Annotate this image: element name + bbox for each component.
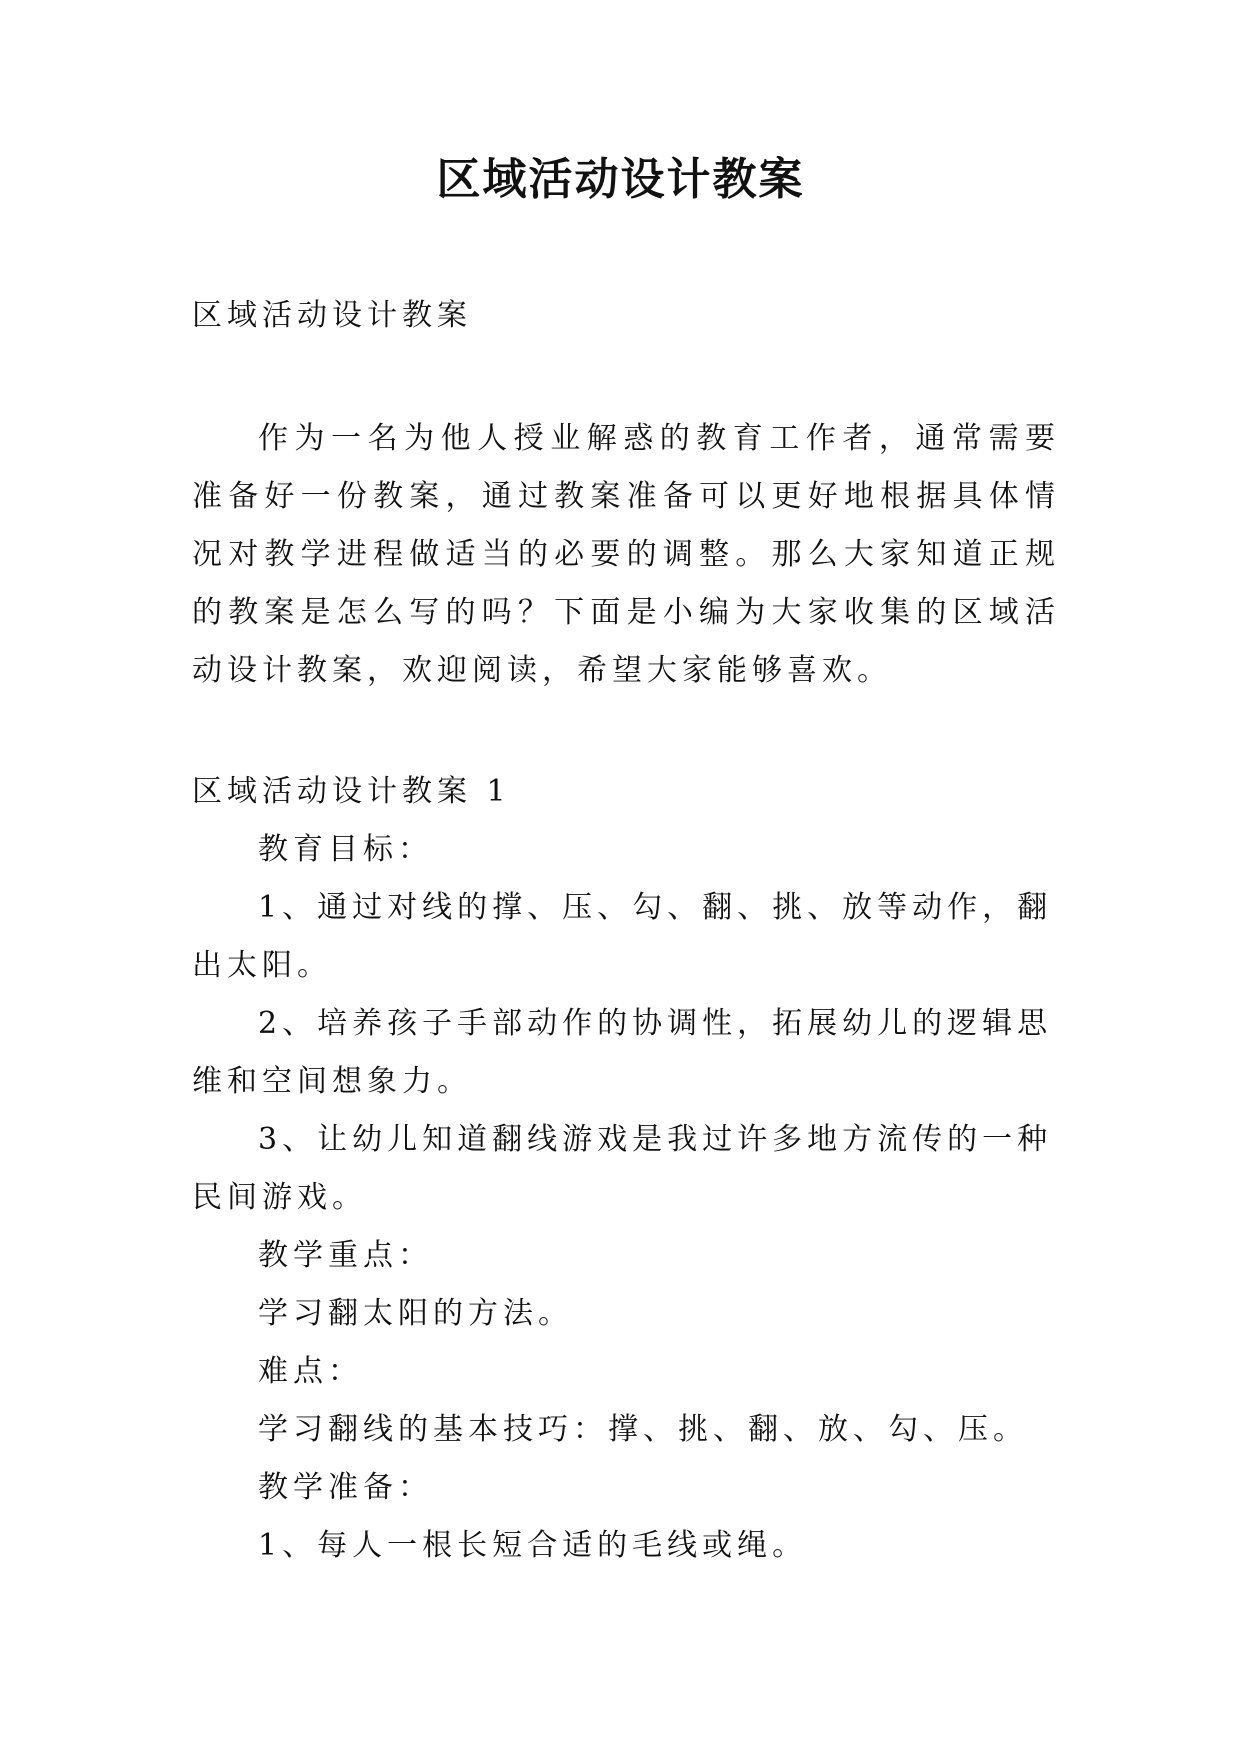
goal-item-2: 2、培养孩子手部动作的协调性，拓展幼儿的逻辑思维和空间想象力。 (192, 1006, 1053, 1099)
difficulty-label: 难点： (258, 1354, 363, 1389)
goal-item-1: 1、通过对线的撑、压、勾、翻、挑、放等动作，翻出太阳。 (192, 890, 1053, 983)
goal-item-3: 3、让幼儿知道翻线游戏是我过许多地方流传的一种民间游戏。 (192, 1122, 1053, 1215)
intro-paragraph: 作为一名为他人授业解惑的教育工作者，通常需要准备好一份教案，通过教案准备可以更好地根据具体情况对教学进程做适当的必要的调整。那么大家知道正规的教案是怎么写的吗？下面是小编为大家收集的区域活动设计教案，欢迎阅读，希望大家能够喜欢。 (192, 421, 1060, 688)
document-subtitle: 区域活动设计教案 (192, 298, 472, 333)
section-heading: 区域活动设计教案 1 (192, 774, 511, 809)
document-title: 区域活动设计教案 (436, 154, 805, 205)
preparation-label: 教学准备： (258, 1470, 433, 1505)
preparation-item-1: 1、每人一根长短合适的毛线或绳。 (258, 1528, 808, 1563)
key-points-label: 教学重点： (258, 1238, 433, 1273)
key-points-text: 学习翻太阳的方法。 (258, 1296, 573, 1331)
section-1 (192, 763, 1060, 1575)
difficulty-text: 学习翻线的基本技巧：撑、挑、翻、放、勾、压。 (258, 1412, 1028, 1447)
goals-label: 教育目标： (258, 832, 433, 867)
